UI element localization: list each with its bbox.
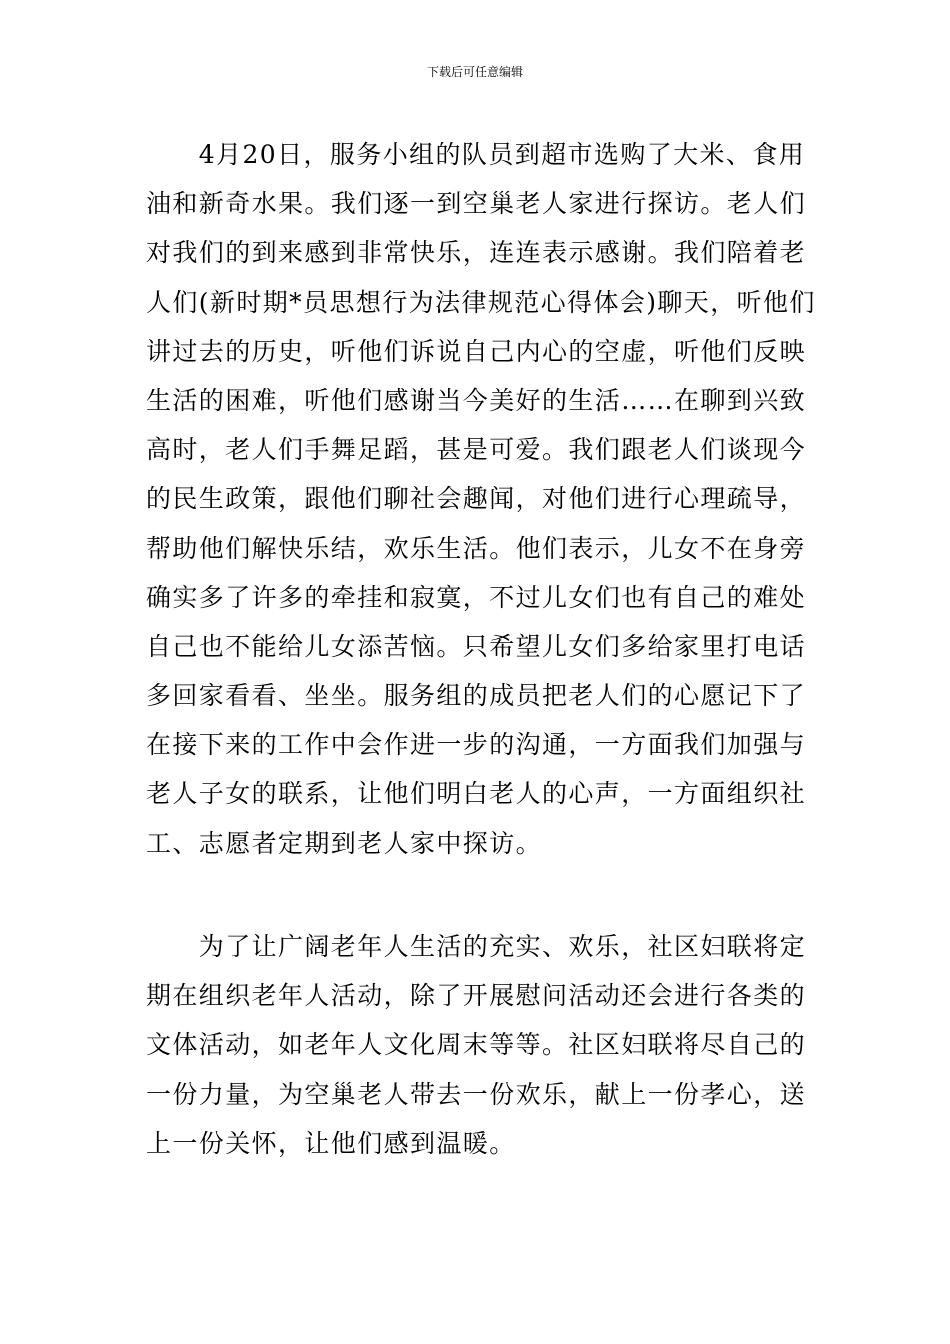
paragraph-line: 讲过去的历史，听他们诉说自己内心的空虚，听他们反映 bbox=[146, 336, 807, 366]
paragraph-line: 上一份关怀，让他们感到温暖。 bbox=[146, 1128, 516, 1158]
paragraph-line: 期在组织老年人活动，除了开展慰问活动还会进行各类的 bbox=[146, 981, 807, 1011]
paragraph-line: 多回家看看、坐坐。服务组的成员把老人们的心愿记下了 bbox=[146, 681, 807, 711]
paragraph-line: 自己也不能给儿女添苦恼。只希望儿女们多给家里打电话 bbox=[146, 631, 807, 661]
paragraph-line: 生活的困难，听他们感谢当今美好的生活……在聊到兴致 bbox=[146, 385, 807, 415]
paragraph-line: 老人子女的联系，让他们明白老人的心声，一方面组织社 bbox=[146, 779, 807, 809]
paragraph-line: 对我们的到来感到非常快乐，连连表示感谢。我们陪着老 bbox=[146, 238, 807, 268]
paragraph-line: 工、志愿者定期到老人家中探访。 bbox=[146, 828, 543, 858]
paragraph-line: 确实多了许多的牵挂和寂寞，不过儿女们也有自己的难处 bbox=[146, 582, 807, 612]
paragraph-2 bbox=[146, 922, 806, 1168]
paragraph-line: 油和新奇水果。我们逐一到空巢老人家进行探访。老人们 bbox=[146, 189, 807, 219]
paragraph-line: 的民生政策，跟他们聊社会趣闻，对他们进行心理疏导， bbox=[146, 484, 807, 514]
paragraph-line: 在接下来的工作中会作进一步的沟通，一方面我们加强与 bbox=[146, 730, 807, 760]
paragraph-line: 高时，老人们手舞足蹈，甚是可爱。我们跟老人们谈现今 bbox=[146, 435, 807, 465]
paragraph-1 bbox=[146, 130, 816, 868]
paragraph-line: 一份力量，为空巢老人带去一份欢乐，献上一份孝心，送 bbox=[146, 1079, 807, 1109]
page-header: 下载后可任意编辑 bbox=[426, 65, 523, 79]
paragraph-line: 人们(新时期*员思想行为法律规范心得体会)聊天，听他们 bbox=[146, 287, 816, 317]
paragraph-line: 4月20日，服务小组的队员到超市选购了大米、食用 bbox=[146, 140, 806, 169]
paragraph-line: 为了让广阔老年人生活的充实、欢乐，社区妇联将定 bbox=[146, 932, 807, 961]
paragraph-line: 文体活动，如老年人文化周末等等。社区妇联将尽自己的 bbox=[146, 1030, 807, 1060]
paragraph-line: 帮助他们解快乐结，欢乐生活。他们表示，儿女不在身旁 bbox=[146, 533, 807, 563]
